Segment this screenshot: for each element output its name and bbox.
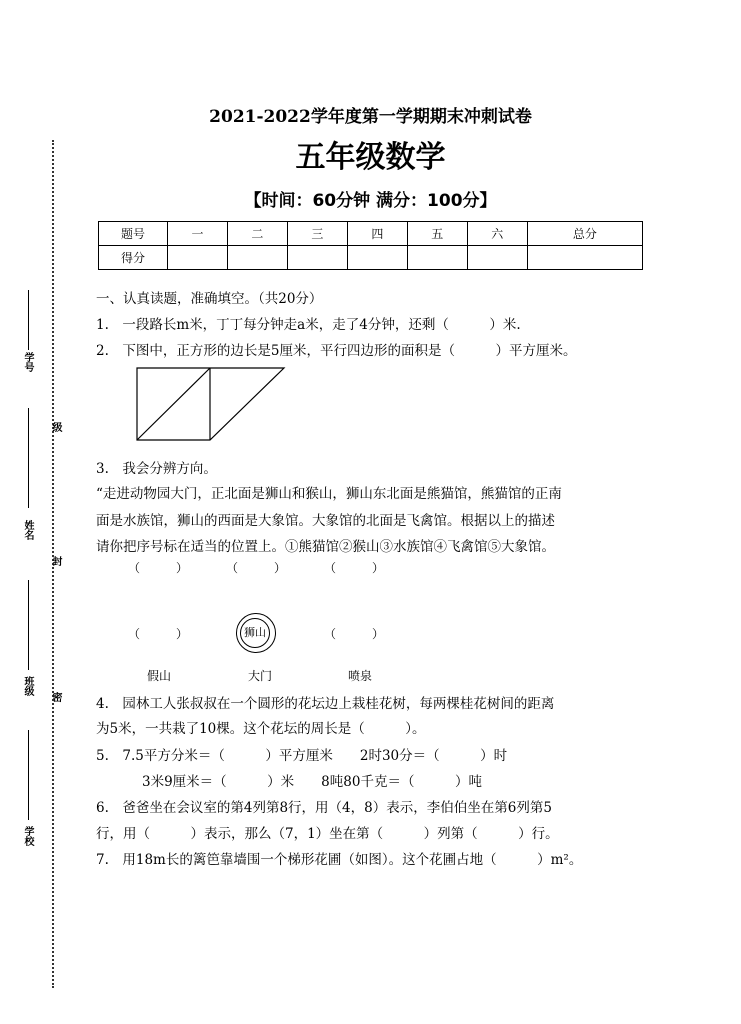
class-mark: 级 bbox=[50, 422, 61, 432]
lion-hill-circle bbox=[236, 613, 276, 653]
student-id-label: 学号 bbox=[22, 352, 33, 372]
question-7: 7. 用18m长的篱笆靠墙围一个梯形花圃（如图）。这个花圃占地（ ）m²。 bbox=[96, 852, 583, 868]
score-input-cell[interactable] bbox=[527, 246, 642, 270]
table-cell: 四 bbox=[347, 222, 407, 246]
square-parallelogram-figure bbox=[130, 364, 290, 444]
table-cell: 五 bbox=[407, 222, 467, 246]
map-blank-northeast[interactable]: （ ） bbox=[324, 561, 385, 575]
name-line-upper bbox=[28, 408, 29, 508]
name-label: 姓名 bbox=[22, 520, 33, 540]
score-input-cell[interactable] bbox=[287, 246, 347, 270]
table-cell: 三 bbox=[287, 222, 347, 246]
question-4-line-1: 4. 园林工人张叔叔在一个圆形的花坛边上栽桂花树，每两棵桂花树间的距离 bbox=[96, 696, 555, 712]
question-3-text-3: 请你把序号标在适当的位置上。①熊猫馆②猴山③水族馆④飞禽馆⑤大象馆。 bbox=[96, 539, 555, 555]
table-cell: 六 bbox=[467, 222, 527, 246]
seal2-mark: 密 bbox=[50, 692, 61, 702]
class-line bbox=[28, 580, 29, 670]
school-label: 学校 bbox=[22, 826, 33, 846]
table-cell: 题号 bbox=[99, 222, 168, 246]
class-label: 班级 bbox=[22, 676, 33, 696]
question-3-text-2: 面是水族馆，狮山的西面是大象馆。大象馆的北面是飞禽馆。根据以上的描述 bbox=[96, 513, 555, 529]
question-6-line-2: 行，用（ ）表示，那么（7，1）坐在第（ ）列第（ ）行。 bbox=[96, 826, 559, 842]
question-5-line-1: 5. 7.5平方分米＝（ ）平方厘米 2时30分＝（ ）时 bbox=[96, 748, 508, 764]
subject-title: 五年级数学 bbox=[295, 140, 446, 175]
score-table bbox=[98, 221, 643, 270]
exam-title: 2021-2022学年度第一学期期末冲刺试卷 bbox=[209, 107, 532, 127]
exam-info: 【时间：60分钟 满分：100分】 bbox=[244, 191, 497, 211]
question-5-line-2: 3米9厘米＝（ ）米 8吨80千克＝（ ）吨 bbox=[142, 774, 482, 790]
student-id-line bbox=[28, 290, 29, 350]
table-cell: 总分 bbox=[527, 222, 642, 246]
score-table-header-row bbox=[99, 222, 643, 246]
question-3-text-1: “走进动物园大门，正北面是狮山和猴山，狮山东北面是熊猫馆，熊猫馆的正南 bbox=[96, 486, 562, 502]
score-input-cell[interactable] bbox=[347, 246, 407, 270]
score-input-cell[interactable] bbox=[168, 246, 228, 270]
lion-hill-label: 狮山 bbox=[240, 618, 270, 648]
question-2: 2. 下图中，正方形的边长是5厘米，平行四边形的面积是（ ）平方厘米。 bbox=[96, 343, 577, 359]
table-cell: 一 bbox=[168, 222, 228, 246]
question-3-title: 3. 我会分辨方向。 bbox=[96, 461, 217, 477]
map-blank-northwest[interactable]: （ ） bbox=[128, 561, 189, 575]
score-input-cell[interactable] bbox=[407, 246, 467, 270]
table-cell: 二 bbox=[227, 222, 287, 246]
question-1: 1. 一段路长m米，丁丁每分钟走a米，走了4分钟，还剩（ ）米. bbox=[96, 317, 521, 333]
map-blank-west[interactable]: （ ） bbox=[128, 627, 189, 641]
map-blank-north[interactable]: （ ） bbox=[226, 561, 287, 575]
question-4-line-2: 为5米，一共栽了10棵。这个花坛的周长是（ ）。 bbox=[96, 721, 426, 737]
score-table-score-row bbox=[99, 246, 643, 270]
school-line bbox=[28, 730, 29, 820]
table-cell: 得分 bbox=[99, 246, 168, 270]
map-label-fountain: 喷泉 bbox=[348, 669, 373, 683]
map-label-gate: 大门 bbox=[248, 669, 273, 683]
score-input-cell[interactable] bbox=[227, 246, 287, 270]
map-label-rockery: 假山 bbox=[147, 669, 172, 683]
question-6-line-1: 6. 爸爸坐在会议室的第4列第8行，用（4，8）表示，李伯伯坐在第6列第5 bbox=[96, 800, 552, 816]
seal-mark: 封 bbox=[50, 556, 61, 566]
section-heading: 一、认真读题，准确填空。（共20分） bbox=[96, 291, 323, 307]
score-input-cell[interactable] bbox=[467, 246, 527, 270]
map-blank-east[interactable]: （ ） bbox=[324, 627, 385, 641]
